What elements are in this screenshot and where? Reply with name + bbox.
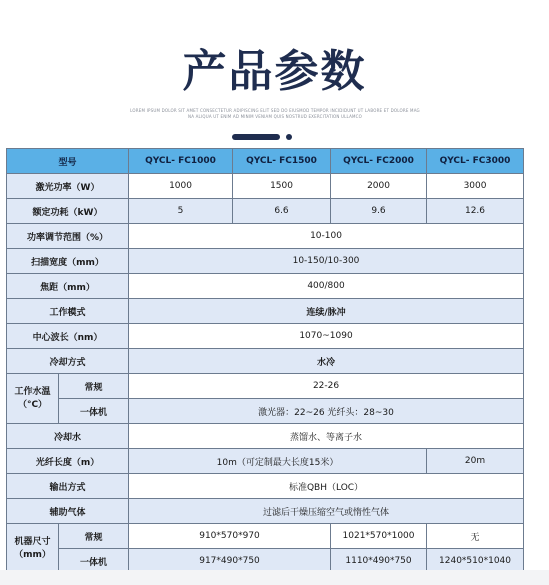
row-group-label: 机器尺寸（mm）	[7, 524, 59, 574]
row-label: 光纤长度（m）	[7, 449, 129, 474]
cell-value: 22-26	[129, 374, 524, 399]
table-row-laser-power	[7, 174, 524, 199]
footer-strip	[0, 570, 549, 585]
decoration-dot	[286, 134, 292, 140]
row-label: 冷却水	[7, 424, 129, 449]
table-row-power-range	[7, 224, 524, 249]
table-row-output	[7, 474, 524, 499]
header-model-label: 型号	[7, 149, 129, 174]
row-label: 激光功率（W）	[7, 174, 129, 199]
cell-value: 1500	[233, 174, 331, 199]
cell-value: 6.6	[233, 199, 331, 224]
cell-value: 400/800	[129, 274, 524, 299]
row-label: 中心波长（nm）	[7, 324, 129, 349]
row-sub-label: 一体机	[59, 399, 129, 424]
row-label: 焦距（mm）	[7, 274, 129, 299]
cell-value: 标准QBH（LOC）	[129, 474, 524, 499]
cell-value: 10-150/10-300	[129, 249, 524, 274]
page-subtitle: LOREM IPSUM DOLOR SIT AMET CONSECTETUR ADIPISCING ELIT SED DO EIUSMOD TEMPOR INCIDIDUNT UT LABORE ET DOLORE MAGNA ALIQUA UT ENIM AD MINIM VENIAM QUIS NOSTRUD EXERCITATION ULLAMCO	[130, 108, 420, 119]
table-row-focal-length	[7, 274, 524, 299]
row-label: 输出方式	[7, 474, 129, 499]
table-row-rated-power	[7, 199, 524, 224]
table-row-cooling	[7, 349, 524, 374]
header-model-4: QYCL- FC3000	[427, 149, 524, 174]
table-row-assist-gas	[7, 499, 524, 524]
cell-value: 1021*570*1000	[331, 524, 427, 549]
decoration-bar	[232, 134, 280, 140]
table-row-water-temp-normal	[7, 374, 524, 399]
header-model-3: QYCL- FC2000	[331, 149, 427, 174]
cell-value: 12.6	[427, 199, 524, 224]
cell-value: 1110*490*750	[331, 549, 427, 574]
table-row-scan-width	[7, 249, 524, 274]
row-label: 额定功耗（kW）	[7, 199, 129, 224]
cell-value: 1240*510*1040	[427, 549, 524, 574]
row-sub-label: 常规	[59, 524, 129, 549]
table-row-wavelength	[7, 324, 524, 349]
page-title: 产品参数	[182, 46, 367, 97]
cell-value: 917*490*750	[129, 549, 331, 574]
row-label: 扫描宽度（mm）	[7, 249, 129, 274]
cell-value: 10m（可定制最大长度15米）	[129, 449, 427, 474]
table-header-row	[7, 149, 524, 174]
row-label: 辅助气体	[7, 499, 129, 524]
row-sub-label: 常规	[59, 374, 129, 399]
title-decoration	[232, 133, 322, 141]
cell-value: 10-100	[129, 224, 524, 249]
header-model-1: QYCL- FC1000	[129, 149, 233, 174]
cell-value: 9.6	[331, 199, 427, 224]
table-row-coolant	[7, 424, 524, 449]
table-row-fiber-length	[7, 449, 524, 474]
cell-value: 过滤后干燥压缩空气或惰性气体	[129, 499, 524, 524]
header-model-2: QYCL- FC1500	[233, 149, 331, 174]
cell-value: 1000	[129, 174, 233, 199]
cell-value: 蒸馏水、等离子水	[129, 424, 524, 449]
cell-value: 连续/脉冲	[129, 299, 524, 324]
cell-value: 3000	[427, 174, 524, 199]
cell-value: 5	[129, 199, 233, 224]
cell-value: 20m	[427, 449, 524, 474]
cell-value: 无	[427, 524, 524, 549]
spec-table	[6, 148, 524, 574]
row-label: 冷却方式	[7, 349, 129, 374]
cell-value: 910*570*970	[129, 524, 331, 549]
table-row-dimensions-normal	[7, 524, 524, 549]
row-sub-label: 一体机	[59, 549, 129, 574]
row-label: 工作模式	[7, 299, 129, 324]
cell-value: 1070~1090	[129, 324, 524, 349]
cell-value: 水冷	[129, 349, 524, 374]
table-row-water-temp-integrated	[7, 399, 524, 424]
cell-value: 2000	[331, 174, 427, 199]
table-row-work-mode	[7, 299, 524, 324]
row-group-label: 工作水温（°C）	[7, 374, 59, 424]
row-label: 功率调节范围（%）	[7, 224, 129, 249]
cell-value: 激光器：22~26 光纤头：28~30	[129, 399, 524, 424]
